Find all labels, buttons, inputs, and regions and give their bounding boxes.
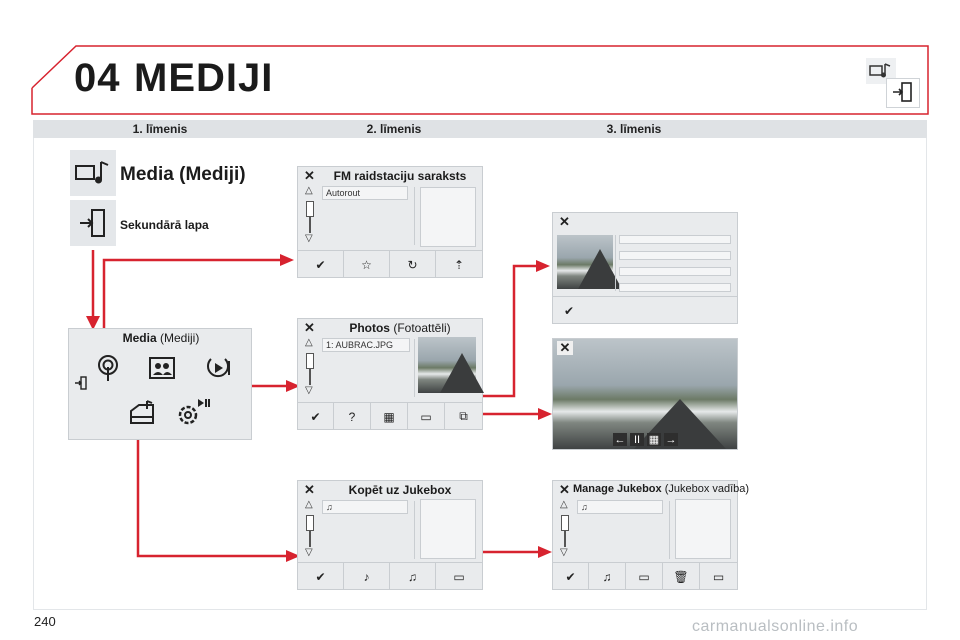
copy-to-jukebox-screen [297,480,483,590]
detail-line [619,267,731,276]
level-3-heading: 3. līmenis [606,122,662,136]
confirm-button[interactable]: ✔ [298,251,344,278]
scroll-down-icon[interactable]: ▽ [305,547,313,558]
fm-action-bar [298,250,482,278]
photo-info-button[interactable]: ? [334,403,371,430]
preview-area [420,187,476,247]
scrollbar-thumb[interactable] [306,515,314,531]
scroll-up-icon[interactable]: △ [560,499,568,510]
update-button[interactable]: ⇡ [453,257,465,272]
scrollbar-thumb[interactable] [561,515,569,531]
photo-file-field[interactable]: 1: AUBRAC.JPG [322,338,410,352]
scrollbar-track [309,217,311,233]
confirm-button[interactable]: ✔ [553,563,589,590]
detail-action-bar [553,296,737,324]
chapter-title: MEDIJI [134,56,274,100]
jukebox-action-bar [298,562,482,590]
divider [414,501,415,559]
slideshow-button[interactable]: ▦ [371,403,408,430]
close-icon[interactable]: ✕ [304,168,315,183]
music-folder-button[interactable]: ♪ [344,563,390,590]
media-menu-panel [68,328,252,440]
previous-photo-button[interactable]: ← [614,433,626,446]
slideshow-screen [552,338,738,450]
scrollbar-track [309,369,311,385]
scroll-up-icon[interactable]: △ [305,337,313,348]
close-icon[interactable]: ✕ [557,341,573,355]
scrollbar-track [309,531,311,547]
scrollbar-track [564,531,566,547]
close-icon[interactable]: ✕ [304,482,315,497]
level-2-heading: 2. līmenis [366,122,422,136]
track-field[interactable]: ♫ [577,500,663,514]
confirm-button[interactable]: ✔ [298,403,334,430]
photo-thumbnail [418,337,476,393]
scroll-up-icon[interactable]: △ [305,185,313,196]
slideshow-mode-button[interactable]: ▦ [648,434,660,446]
photos-action-bar [298,402,482,430]
photos-screen [297,318,483,430]
fm-station-list-screen [297,166,483,278]
delete-button[interactable]: 🗑 [663,563,700,590]
options-button[interactable]: ▭ [408,403,445,430]
fullscreen-button[interactable]: ⧉ [459,409,468,423]
next-photo-button[interactable]: → [665,433,677,446]
close-icon[interactable]: ✕ [559,482,570,497]
divider [615,235,616,291]
level-1-heading: 1. līmenis [132,122,188,136]
video-player-icon[interactable] [201,351,235,385]
refresh-button[interactable]: ↻ [390,251,436,278]
scrollbar-thumb[interactable] [306,201,314,217]
options-button[interactable]: ▭ [712,569,725,584]
legend-subtitle: Sekundārā lapa [120,218,209,232]
jukebox-copy-icon[interactable] [125,395,161,431]
preview-area [420,499,476,559]
watermark: carmanualsonline.info [692,618,859,635]
jukebox-screen-title: Kopēt uz Jukebox [348,483,452,497]
settings-playback-icon[interactable] [173,395,213,431]
photo-thumbnail [557,235,613,289]
scroll-down-icon[interactable]: ▽ [305,233,313,244]
manage-jukebox-screen [552,480,750,590]
divider [414,339,415,397]
chapter-number: 04 [74,56,121,100]
page-number: 240 [34,614,56,629]
detail-line [619,283,731,292]
legend-title: Media (Mediji) [120,164,246,185]
divider [414,187,415,245]
scroll-down-icon[interactable]: ▽ [560,547,568,558]
photo-details-screen [552,212,738,324]
detail-line [619,251,731,260]
close-icon[interactable]: ✕ [559,214,570,229]
secondary-page-icon[interactable] [73,375,89,391]
scrollbar-thumb[interactable] [306,353,314,369]
scroll-up-icon[interactable]: △ [305,499,313,510]
detail-line [619,235,731,244]
radio-antenna-icon[interactable] [91,351,125,385]
close-icon[interactable]: ✕ [304,320,315,335]
options-button[interactable]: ▭ [453,569,465,584]
favorite-button[interactable]: ☆ [344,251,390,278]
preview-area [675,499,731,559]
pause-button[interactable]: II [630,433,644,446]
media-menu-title: Media (Mediji) [122,331,200,345]
fm-screen-title: FM raidstaciju saraksts [333,169,467,183]
confirm-button[interactable]: ✔ [563,303,575,318]
add-folder-button[interactable]: ♫ [589,563,626,590]
photos-screen-title: Photos (Fotoattēli) [349,321,451,335]
station-field[interactable]: Autorout [322,186,408,200]
manage-screen-title: Manage Jukebox (Jukebox vadība) [573,483,750,495]
photos-icon[interactable] [145,351,179,385]
confirm-button[interactable]: ✔ [298,563,344,590]
scroll-down-icon[interactable]: ▽ [305,385,313,396]
copy-music-button[interactable]: ♫ [390,563,436,590]
manage-action-bar [553,562,737,590]
rename-button[interactable]: ▭ [626,563,663,590]
divider [669,501,670,559]
track-field[interactable]: ♫ [322,500,408,514]
